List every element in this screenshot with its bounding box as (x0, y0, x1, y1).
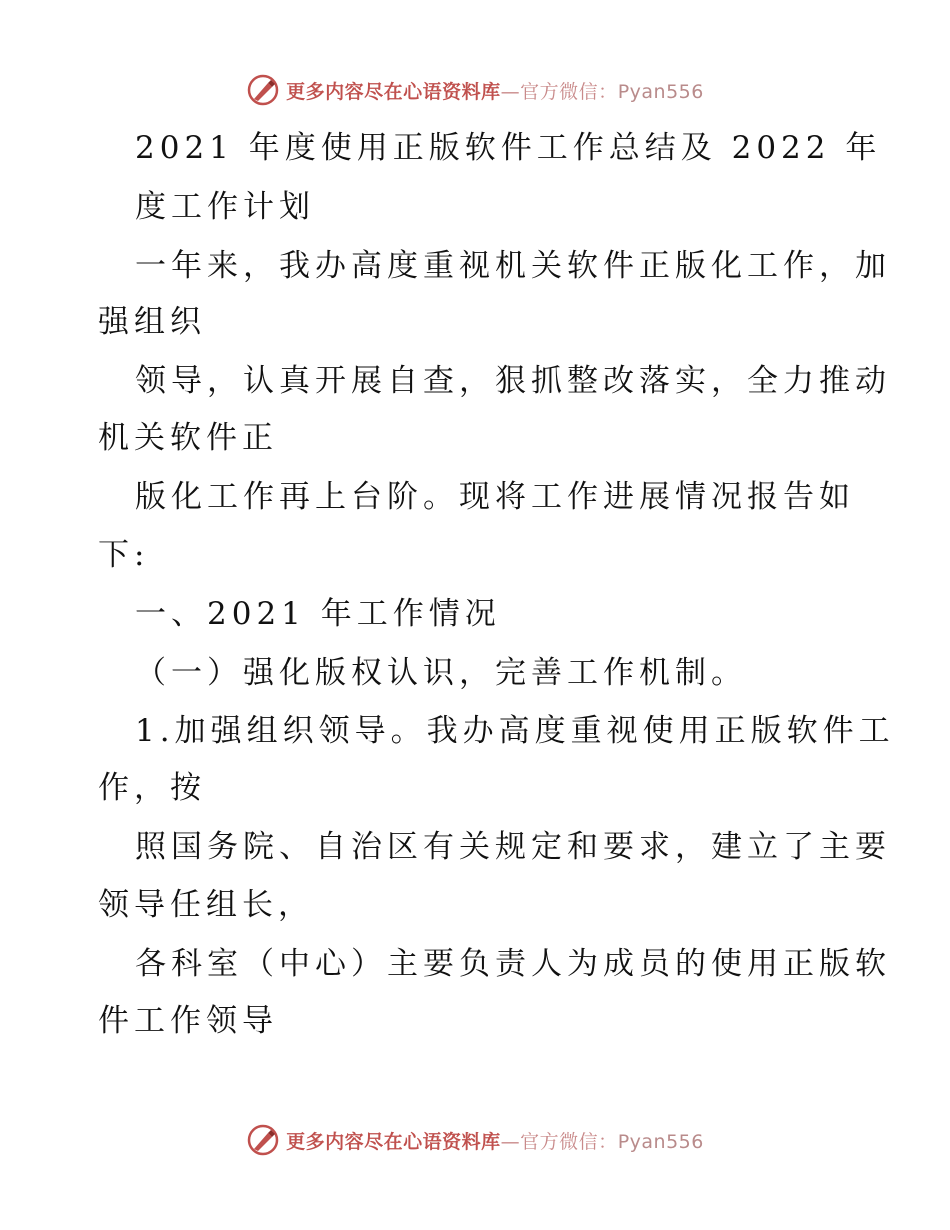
pen-logo-icon (246, 1123, 280, 1157)
doc-paragraph-line: 下: (98, 537, 150, 573)
doc-paragraph-line: 件工作领导 (98, 1003, 278, 1039)
doc-title-line-1: 2021 年度使用正版软件工作总结及 2022 年 (135, 130, 882, 166)
doc-paragraph-line: 领导任组长， (98, 887, 314, 923)
doc-subsection-heading: （一）强化版权认识，完善工作机制。 (135, 655, 747, 691)
watermark-brand: 更多内容尽在心语资料库 (286, 80, 501, 103)
doc-paragraph-line: 机关软件正 (98, 420, 278, 456)
doc-title-line-2: 度工作计划 (135, 189, 315, 225)
doc-paragraph-line: 照国务院、自治区有关规定和要求，建立了主要 (135, 829, 891, 865)
watermark-contact: 官方微信： (520, 80, 618, 103)
watermark-text (286, 1127, 704, 1154)
watermark-handle: Pyan556 (617, 1130, 704, 1153)
watermark-brand: 更多内容尽在心语资料库 (286, 1130, 501, 1153)
doc-section-heading: 一、2021 年工作情况 (135, 596, 501, 632)
doc-paragraph-line: 各科室（中心）主要负责人为成员的使用正版软 (135, 946, 891, 982)
doc-paragraph-line: 作，按 (98, 770, 206, 806)
watermark-contact: 官方微信： (520, 1130, 618, 1153)
footer-watermark (0, 1122, 950, 1158)
watermark-separator: — (500, 80, 521, 103)
doc-paragraph-line: 1.加强组织领导。我办高度重视使用正版软件工 (135, 713, 895, 749)
doc-paragraph-line: 领导，认真开展自查，狠抓整改落实，全力推动 (135, 363, 891, 399)
watermark-handle: Pyan556 (617, 80, 704, 103)
doc-paragraph-line: 强组织 (98, 304, 206, 340)
doc-paragraph-line: 版化工作再上台阶。现将工作进展情况报告如 (135, 479, 855, 515)
doc-paragraph-line: 一年来，我办高度重视机关软件正版化工作，加 (135, 248, 891, 284)
watermark-separator: — (500, 1130, 521, 1153)
